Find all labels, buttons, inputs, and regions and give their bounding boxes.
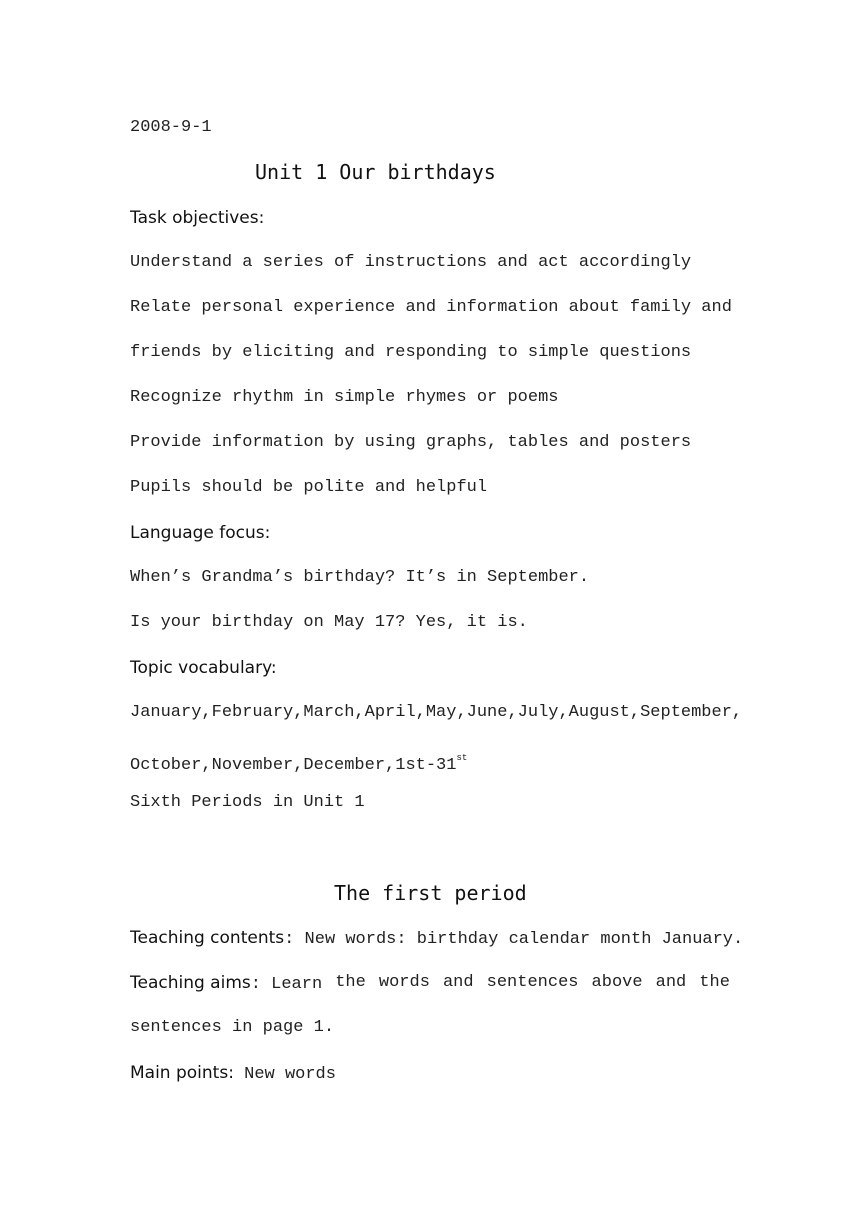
main-points-line xyxy=(130,1061,336,1087)
task-objective-item: Recognize rhythm in simple rhymes or poems xyxy=(130,388,559,407)
task-objective-item: Provide information by using graphs, tables and posters xyxy=(130,433,692,452)
ordinal-superscript: st xyxy=(456,753,468,763)
teaching-aims-line xyxy=(130,971,730,997)
task-objective-item: Pupils should be polite and helpful xyxy=(130,478,488,497)
teaching-aims-word: words xyxy=(378,973,430,992)
main-points-text: New words xyxy=(233,1065,336,1084)
topic-vocabulary-line: January,February,March,April,May,June,July,August,September, xyxy=(130,703,743,722)
teaching-contents-text: : New words: birthday calendar month January. xyxy=(284,930,744,949)
teaching-contents-line xyxy=(130,926,743,952)
topic-vocabulary-label: Topic vocabulary: xyxy=(130,658,277,678)
teaching-aims-first xyxy=(130,971,322,997)
periods-note: Sixth Periods in Unit 1 xyxy=(130,793,365,812)
teaching-contents-label: Teaching contents xyxy=(130,928,285,948)
task-objective-item: Relate personal experience and information about family and xyxy=(130,298,732,317)
teaching-aims-continuation: sentences in page 1. xyxy=(130,1018,335,1037)
unit-title: Unit 1 Our birthdays xyxy=(255,160,496,184)
task-objective-item: friends by eliciting and responding to simple questions xyxy=(130,343,692,362)
teaching-aims-word: sentences xyxy=(486,973,579,992)
topic-vocabulary-line xyxy=(130,746,467,778)
teaching-aims-word: and xyxy=(442,973,474,992)
teaching-aims-label: Teaching aims xyxy=(130,973,251,993)
teaching-aims-word: : Learn xyxy=(250,975,323,994)
vocabulary-text: October,November,December,1st-31 xyxy=(130,756,457,775)
teaching-aims-word: above xyxy=(591,973,643,992)
teaching-aims-word: the xyxy=(699,973,730,992)
teaching-aims-word: the xyxy=(335,973,366,992)
date-line: 2008-9-1 xyxy=(130,118,212,137)
task-objectives-label: Task objectives: xyxy=(130,208,265,228)
language-focus-label: Language focus: xyxy=(130,523,271,543)
teaching-aims-word: and xyxy=(655,973,687,992)
language-focus-item: Is your birthday on May 17? Yes, it is. xyxy=(130,613,528,632)
task-objective-item: Understand a series of instructions and act accordingly xyxy=(130,253,692,272)
main-points-label: Main points: xyxy=(130,1063,234,1083)
language-focus-item: When’s Grandma’s birthday? It’s in September. xyxy=(130,568,590,587)
period-title: The first period xyxy=(334,881,527,905)
